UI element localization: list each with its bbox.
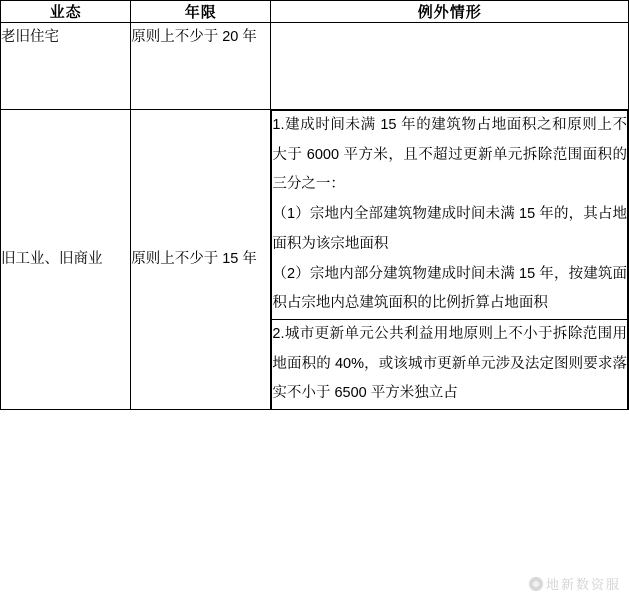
exception-paragraph: （2）宗地内部分建筑物建成时间未满 15 年，按建筑面积占宗地内总建筑面积的比例折算占地面积	[272, 265, 627, 312]
cell-type-old-house: 老旧住宅	[1, 23, 131, 110]
exception-paragraph: 1.建成时间未满 15 年的建筑物占地面积之和原则上不大于 6000 平方米，且不超过更新单元拆除范围面积的三分之一：	[272, 117, 627, 193]
cell-exceptions-old-house	[271, 23, 629, 110]
exception-block	[272, 111, 628, 320]
cell-type-old-industry: 旧工业、旧商业	[1, 110, 131, 410]
exception-block	[272, 320, 628, 410]
watermark	[529, 574, 621, 593]
exception-paragraph: 2.城市更新单元公共利益用地原则上不小于拆除范围用地面积的 40%，或该城市更新单元涉及法定图则要求落实不小于 6500 平方米独立占	[272, 326, 627, 402]
exception-block-2	[272, 320, 628, 410]
watermark-logo-icon	[529, 577, 543, 591]
cell-exceptions-old-industry	[271, 110, 629, 410]
exception-paragraph: （1）宗地内全部建筑物建成时间未满 15 年的，其占地面积为该宗地面积	[272, 206, 627, 252]
column-header-exceptions: 例外情形	[271, 1, 629, 23]
exception-block-1	[272, 111, 628, 320]
column-header-years: 年限	[131, 1, 271, 23]
table-row	[1, 23, 629, 110]
watermark-text: 地新数资服	[545, 577, 621, 592]
column-header-type: 业态	[1, 1, 131, 23]
cell-years-old-house: 原则上不少于 20 年	[131, 23, 271, 110]
exception-sublist	[271, 110, 628, 409]
table-row	[1, 110, 629, 410]
table-header-row	[1, 1, 629, 23]
cell-years-old-industry: 原则上不少于 15 年	[131, 110, 271, 410]
